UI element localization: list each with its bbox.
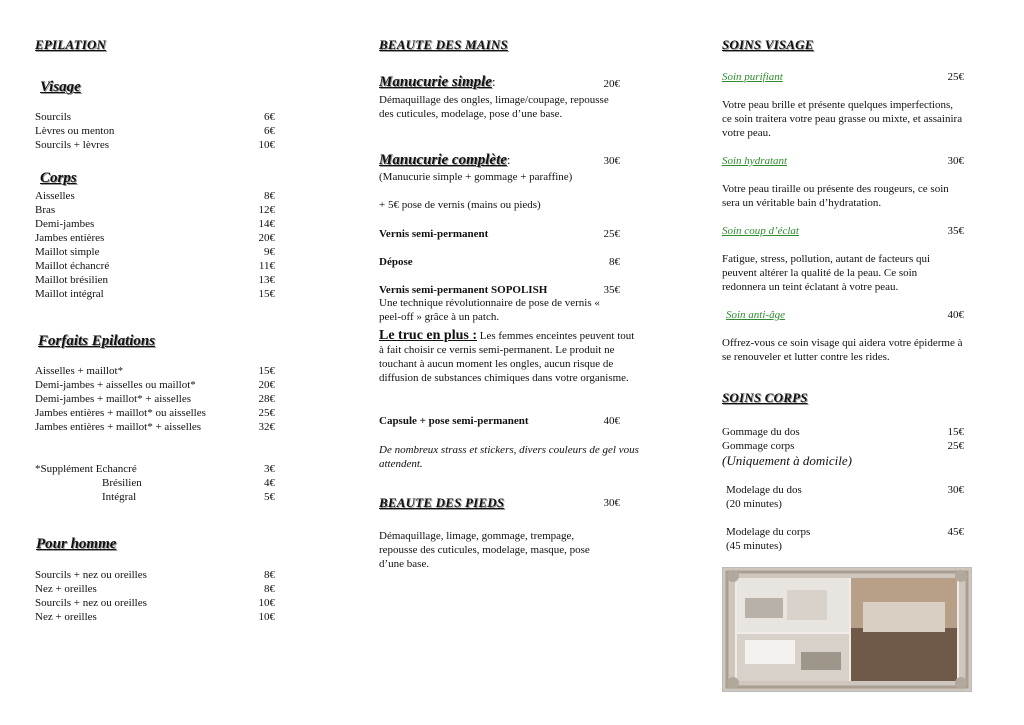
- price: 25€: [947, 440, 964, 452]
- price: 4€: [264, 477, 275, 489]
- price: 30€: [947, 155, 964, 167]
- list-item: Demi-jambes + maillot* + aisselles: [35, 393, 191, 405]
- soins-visage-title: SOINS VISAGE: [722, 37, 814, 52]
- price: 30€: [603, 497, 620, 509]
- price: 32€: [258, 421, 275, 433]
- homme-heading: Pour homme: [36, 536, 117, 552]
- list-item: Sourcils + nez ou oreilles: [35, 569, 147, 581]
- list-item: Modelage du corps: [726, 526, 811, 538]
- soin-desc: Votre peau brille et présente quelques imperfections, ce soin traitera votre peau grasse ou mixte, et assainira votre peau.: [722, 99, 963, 139]
- list-item: Maillot intégral: [35, 288, 104, 300]
- price: 6€: [264, 125, 275, 137]
- domicile-note: (Uniquement à domicile): [722, 453, 852, 468]
- price: 9€: [264, 246, 275, 258]
- list-item: Nez + oreilles: [35, 611, 97, 623]
- price: 40€: [603, 415, 620, 427]
- list-item: Sourcils + nez ou oreilles: [35, 597, 147, 609]
- pieds-desc: Démaquillage, limage, gommage, trempage, repousse des cuticules, modelage, masque, pose d’une base.: [379, 530, 590, 570]
- list-item: Nez + oreilles: [35, 583, 97, 595]
- price: 8€: [264, 569, 275, 581]
- list-item: Maillot échancré: [35, 260, 110, 272]
- soin-purifiant-name: Soin purifiant: [722, 71, 783, 83]
- price: 10€: [258, 611, 275, 623]
- list-item: Gommage du dos: [722, 426, 800, 438]
- soin-desc: Votre peau tiraille ou présente des rougeurs, ce soin sera un véritable bain d’hydratation.: [722, 183, 949, 209]
- list-item: Sourcils: [35, 111, 72, 123]
- list-item: Intégral: [102, 491, 137, 503]
- duration: (20 minutes): [726, 498, 782, 510]
- list-item: Demi-jambes: [35, 218, 95, 230]
- price: 10€: [258, 139, 275, 151]
- price: 30€: [603, 155, 620, 167]
- list-item: Aisselles + maillot*: [35, 365, 124, 377]
- price: 35€: [947, 225, 964, 237]
- price: 15€: [258, 288, 275, 300]
- list-item: Bras: [35, 204, 56, 216]
- epilation-title: EPILATION: [35, 37, 107, 52]
- depose-label: Dépose: [379, 256, 413, 268]
- price: 45€: [947, 526, 964, 538]
- list-item: Sourcils + lèvres: [35, 139, 110, 151]
- price: 35€: [603, 284, 620, 296]
- manucurie-complete-heading: Manucurie complète:: [379, 152, 511, 168]
- soin-anti-age-name: Soin anti-âge: [726, 309, 785, 321]
- list-item: Maillot brésilien: [35, 274, 109, 286]
- list-item: Maillot simple: [35, 246, 100, 258]
- price: 6€: [264, 111, 275, 123]
- price: 25€: [603, 228, 620, 240]
- price: 25€: [947, 71, 964, 83]
- beaute-pieds-title: BEAUTE DES PIEDS: [379, 495, 505, 510]
- price: 20€: [258, 379, 275, 391]
- visage-heading: Visage: [40, 79, 81, 95]
- beaute-mains-title: BEAUTE DES MAINS: [379, 37, 508, 52]
- price: 8€: [264, 190, 275, 202]
- list-item: Jambes entières + maillot* ou aisselles: [35, 407, 206, 419]
- price: 20€: [258, 232, 275, 244]
- price: 8€: [264, 583, 275, 595]
- price: 3€: [264, 463, 275, 475]
- soin-hydratant-name: Soin hydratant: [722, 155, 788, 167]
- vernis-note: + 5€ pose de vernis (mains ou pieds): [379, 199, 541, 211]
- sopolish-desc: Une technique révolutionnaire de pose de vernis « peel-off » grâce à un patch.: [379, 297, 600, 323]
- price: 15€: [258, 365, 275, 377]
- duration: (45 minutes): [726, 540, 782, 552]
- price: 14€: [258, 218, 275, 230]
- ornate-frame-image: [723, 568, 971, 691]
- list-item: Jambes entières + maillot* + aisselles: [35, 421, 202, 433]
- strass-note: De nombreux strass et stickers, divers couleurs de gel vous attendent.: [379, 444, 639, 470]
- price: 40€: [947, 309, 964, 321]
- price: 20€: [603, 78, 620, 90]
- price: 11€: [258, 260, 275, 272]
- supplement-label: *Supplément Echancré: [35, 463, 137, 475]
- price: 12€: [258, 204, 275, 216]
- soins-corps-title: SOINS CORPS: [722, 390, 808, 405]
- list-item: Demi-jambes + aisselles ou maillot*: [35, 379, 196, 391]
- list-item: Gommage corps: [722, 440, 795, 452]
- list-item: Modelage du dos: [726, 484, 802, 496]
- capsule-label: Capsule + pose semi-permanent: [379, 415, 529, 427]
- price: 30€: [947, 484, 964, 496]
- list-item: Lèvres ou menton: [35, 125, 115, 137]
- list-item: Aisselles: [35, 190, 75, 202]
- price: 8€: [609, 256, 620, 268]
- forfaits-heading: Forfaits Epilations: [38, 333, 156, 349]
- manucurie-complete-desc: (Manucurie simple + gommage + paraffine): [379, 171, 573, 183]
- price: 10€: [258, 597, 275, 609]
- price: 15€: [947, 426, 964, 438]
- sopolish-label: Vernis semi-permanent SOPOLISH: [379, 284, 548, 296]
- manucurie-simple-heading: Manucurie simple:: [379, 74, 496, 90]
- soin-eclat-name: Soin coup d’éclat: [722, 225, 799, 237]
- vernis-semi-label: Vernis semi-permanent: [379, 228, 489, 240]
- price: 25€: [258, 407, 275, 419]
- price: 13€: [258, 274, 275, 286]
- price: 28€: [258, 393, 275, 405]
- soin-desc: Fatigue, stress, pollution, autant de facteurs qui peuvent altérer la qualité de la peau. Ce soin redonnera un teint éclatant à votre peau.: [722, 253, 931, 293]
- list-item: Jambes entières: [35, 232, 105, 244]
- list-item: Brésilien: [102, 477, 142, 489]
- manucurie-simple-desc: Démaquillage des ongles, limage/coupage, repousse des cuticules, modelage, pose d’une base.: [379, 94, 609, 120]
- soin-desc: Offrez-vous ce soin visage qui aidera votre épiderme à se renouveler et lutter contre les rides.: [722, 337, 963, 363]
- corps-heading: Corps: [40, 170, 77, 186]
- price: 5€: [264, 491, 275, 503]
- truc-en-plus: Le truc en plus : Les femmes enceintes peuvent tout à fait choisir ce vernis semi-permanent. Le produit ne touchant à aucun moment les ongles, aucun risque de diffusion de substances chimiques dans votre organisme.: [379, 328, 635, 384]
- spa-photo-collage: [722, 567, 972, 692]
